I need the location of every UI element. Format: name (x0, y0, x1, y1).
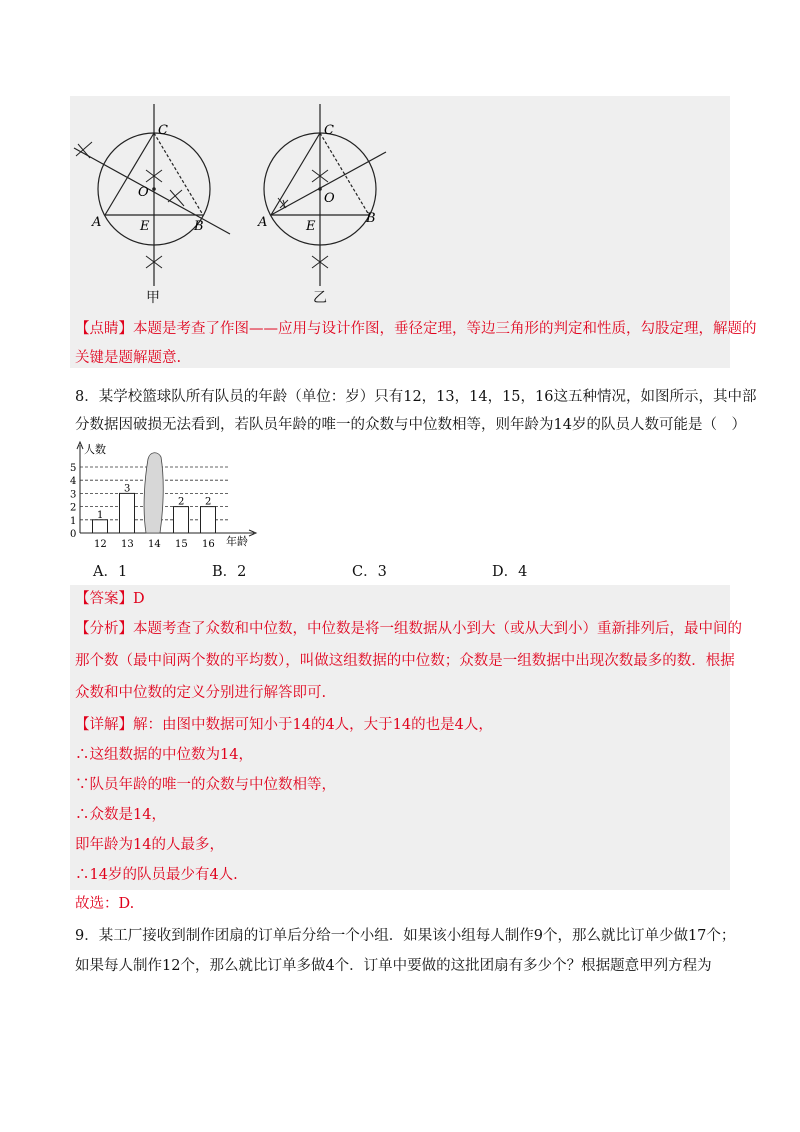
figure-caption-jia: 甲 (146, 290, 160, 306)
x-tick-label: 15 (175, 539, 188, 550)
point-label-B: B (366, 211, 376, 226)
detail-line-7: 故选：D. (75, 896, 135, 912)
point-label-C: C (158, 123, 168, 138)
point-label-A: A (92, 215, 102, 230)
detail-text-1: 解：由图中数据可知小于14的4人，大于14的也是4人， (133, 717, 493, 733)
q8-line-2: 分数据因破损无法看到，若队员年龄的唯一的众数与中位数相等，则年龄为14岁的队员人数可能是（ ） (75, 417, 746, 433)
geometry-figure-yi (250, 96, 430, 306)
analysis-line-1 (75, 619, 742, 639)
analysis-tag: 【分析】 (75, 621, 133, 637)
point-label-O: O (324, 191, 335, 206)
analysis-line-2: 那个数（最中间两个数的平均数），叫做这组数据的中位数；众数是一组数据中出现次数最多的数．根据 (75, 653, 735, 669)
point-label-C: C (324, 123, 334, 138)
y-tick-label: 4 (70, 476, 77, 488)
point-label-E: E (306, 219, 316, 234)
x-tick-label: 12 (94, 539, 107, 550)
point-label-O: O (138, 185, 149, 200)
data-label: 3 (124, 483, 131, 495)
answer-tag: 【答案】 (75, 591, 133, 607)
torn-area (144, 453, 163, 533)
data-label: 1 (97, 509, 104, 521)
y-tick-label: 2 (70, 502, 77, 514)
point-label-A: A (258, 215, 268, 230)
bar (93, 520, 108, 533)
geometry-figure-jia (70, 96, 250, 306)
data-label: 2 (205, 496, 212, 508)
comment-line-2: 关键是题解题意. (75, 350, 182, 366)
y-tick-label: 5 (70, 463, 77, 474)
comment-tag: 【点睛】 (75, 321, 133, 337)
detail-tag: 【详解】 (75, 717, 133, 733)
y-tick-label: 3 (70, 489, 77, 501)
detail-line-1 (75, 715, 493, 735)
q9-line-1: 9．某工厂接收到制作团扇的订单后分给一个小组．如果该小组每人制作9个，那么就比订单少做17个； (75, 928, 736, 944)
option-c[interactable]: C．3 (352, 564, 387, 580)
figure-caption-yi: 乙 (313, 290, 327, 306)
y-tick-label: 0 (70, 529, 77, 540)
option-d[interactable]: D．4 (492, 564, 528, 580)
bar (120, 493, 135, 533)
detail-line-4: ∴众数是14， (75, 807, 166, 823)
comment-text-1: 本题是考查了作图——应用与设计作图，垂径定理，等边三角形的判定和性质，勾股定理，解题的 (133, 321, 757, 337)
q8-line-1: 8．某学校篮球队所有队员的年龄（单位：岁）只有12，13，14，15，16这五种情况，如图所示，其中部 (75, 389, 757, 405)
comment-line-1 (75, 319, 757, 339)
bar (174, 507, 189, 533)
analysis-text-1: 本题考查了众数和中位数，中位数是将一组数据从小到大（或从大到小）重新排列后，最中间的 (133, 621, 742, 637)
data-label: 2 (178, 496, 185, 508)
detail-line-2: ∴这组数据的中位数为14， (75, 747, 253, 763)
detail-line-3: ∵队员年龄的唯一的众数与中位数相等， (75, 777, 336, 793)
option-b[interactable]: B．2 (212, 564, 247, 580)
answer-text: D (133, 591, 145, 607)
point-label-E: E (140, 219, 150, 234)
point-label-B: B (194, 219, 204, 234)
y-axis-label: 人数 (84, 443, 106, 456)
detail-line-5: 即年龄为14的人最多， (75, 837, 224, 853)
option-a[interactable]: A．1 (93, 564, 128, 580)
answer-line (75, 589, 145, 609)
age-bar-chart (66, 437, 266, 550)
y-tick-label: 1 (70, 515, 77, 527)
x-tick-label: 14 (148, 539, 161, 550)
x-tick-label: 13 (121, 539, 134, 550)
analysis-line-3: 众数和中位数的定义分别进行解答即可. (75, 685, 327, 701)
x-axis-label: 年龄 (226, 535, 248, 548)
detail-line-6: ∴14岁的队员最少有4人. (75, 867, 238, 883)
x-tick-label: 16 (202, 539, 215, 550)
q9-line-2: 如果每人制作12个，那么就比订单多做4个．订单中要做的这批团扇有多少个？根据题意甲列方程为 (75, 958, 712, 974)
bar (201, 507, 216, 533)
